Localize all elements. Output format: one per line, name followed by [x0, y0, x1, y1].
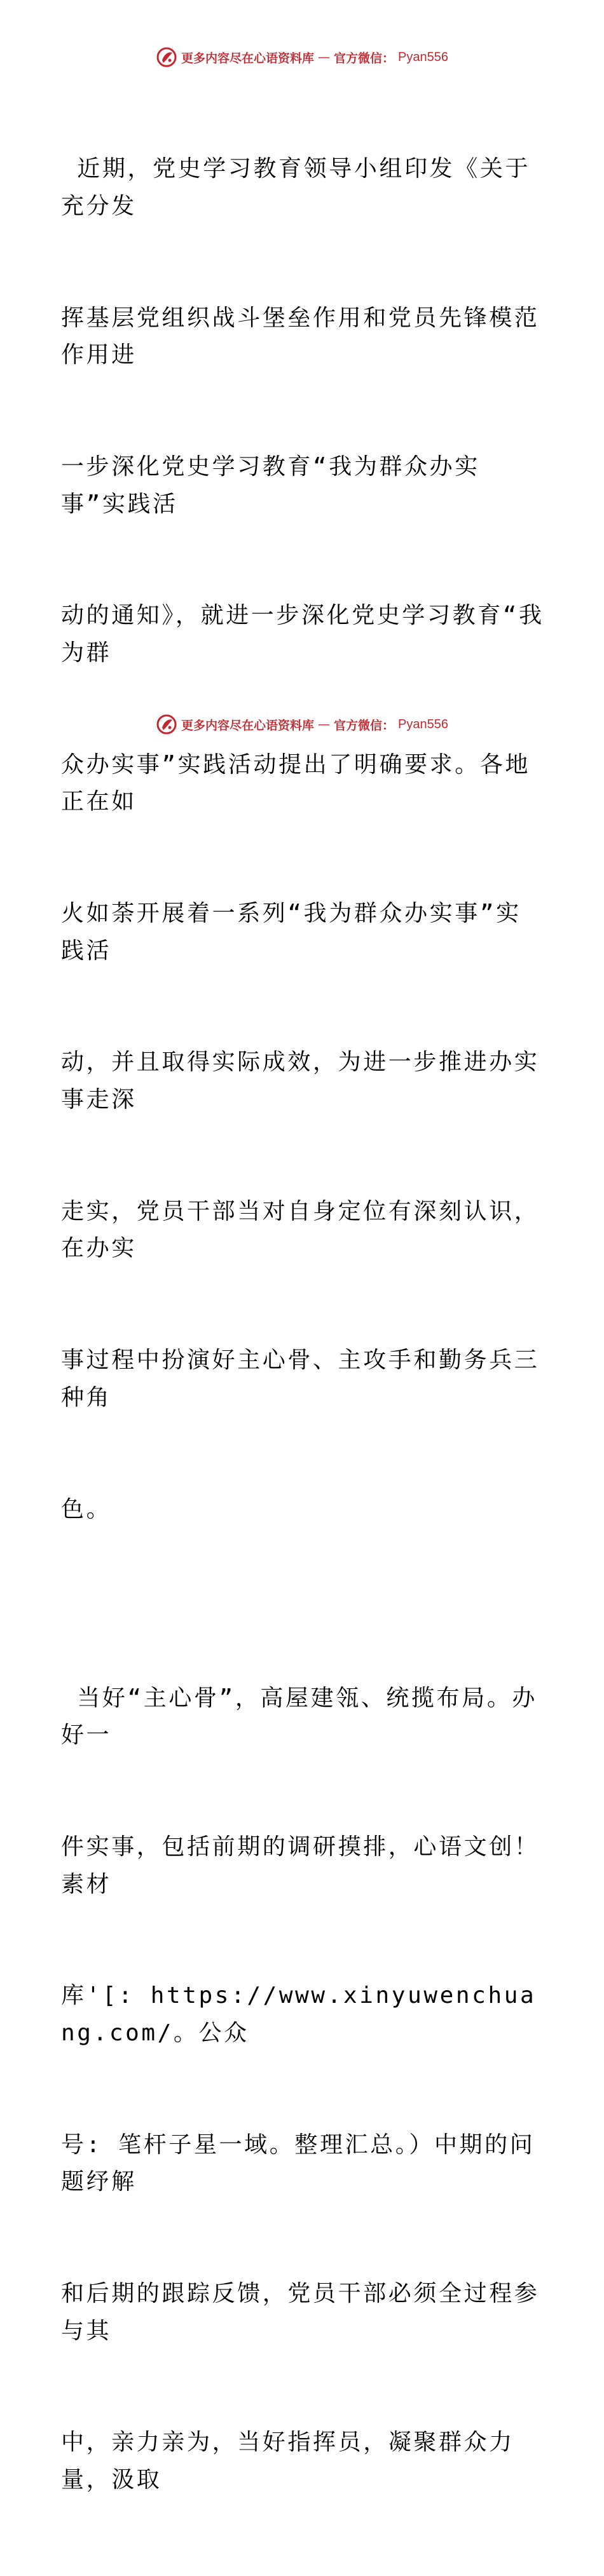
text-line: 挥基层党组织战斗堡垒作用和党员先锋模范作用进	[61, 304, 540, 369]
text-line: 众办实事”实践活动提出了明确要求。各地正在如	[61, 751, 531, 815]
banner-wechat-id: Pyan556	[398, 717, 448, 731]
footer-banner	[0, 712, 604, 737]
text-line: 火如荼开展着一系列“我为群众办实事”实践活	[61, 900, 521, 964]
text-line: 一步深化党史学习教育“我为群众办实事”实践活	[61, 453, 480, 517]
paragraph-intro	[61, 76, 544, 1603]
brand-logo-icon	[156, 46, 177, 68]
brand-logo-icon	[156, 714, 177, 735]
text-line: 走实，党员干部当对自身定位有深刻认识，在办实	[61, 1198, 540, 1262]
text-line: 色。	[61, 1496, 112, 1522]
text-line: 近期，党史学习教育领导小组印发《关于充分发	[61, 156, 531, 219]
banner-separator: —	[318, 717, 331, 731]
paragraph-main-pillar	[61, 1605, 544, 2573]
banner-separator: —	[318, 50, 331, 64]
text-line: 和后期的跟踪反馈，党员干部必须全过程参与其	[61, 2281, 540, 2344]
text-line: 当好“主心骨”，高屋建瓴、统揽布局。办好一	[61, 1685, 538, 1749]
text-line: 事过程中扮演好主心骨、主攻手和勤务兵三种角	[61, 1347, 540, 1411]
banner-official-label: 官方微信：	[334, 51, 395, 65]
banner-brand-text: 更多内容尽在心语资料库	[181, 718, 315, 733]
header-banner	[0, 44, 604, 70]
text-line: 号: 笔杆子星一域。整理汇总。）中期的问题纾解	[61, 2131, 535, 2195]
banner-wechat-id: Pyan556	[398, 50, 448, 64]
document-body	[61, 76, 544, 2576]
text-line: 中，亲力亲为，当好指挥员，凝聚群众力量，汲取	[61, 2429, 514, 2493]
banner-official-label: 官方微信：	[334, 718, 395, 733]
text-line: 库'[: https://www.xinyuwenchuang.com/。公众	[61, 1983, 537, 2046]
text-line: 动，并且取得实际成效，为进一步推进办实事走深	[61, 1049, 540, 1113]
text-line: 件实事，包括前期的调研摸排，心语文创！素材	[61, 1833, 540, 1897]
banner-brand-text: 更多内容尽在心语资料库	[181, 51, 315, 65]
text-line: 动的通知》，就进一步深化党史学习教育“我为群	[61, 602, 544, 666]
